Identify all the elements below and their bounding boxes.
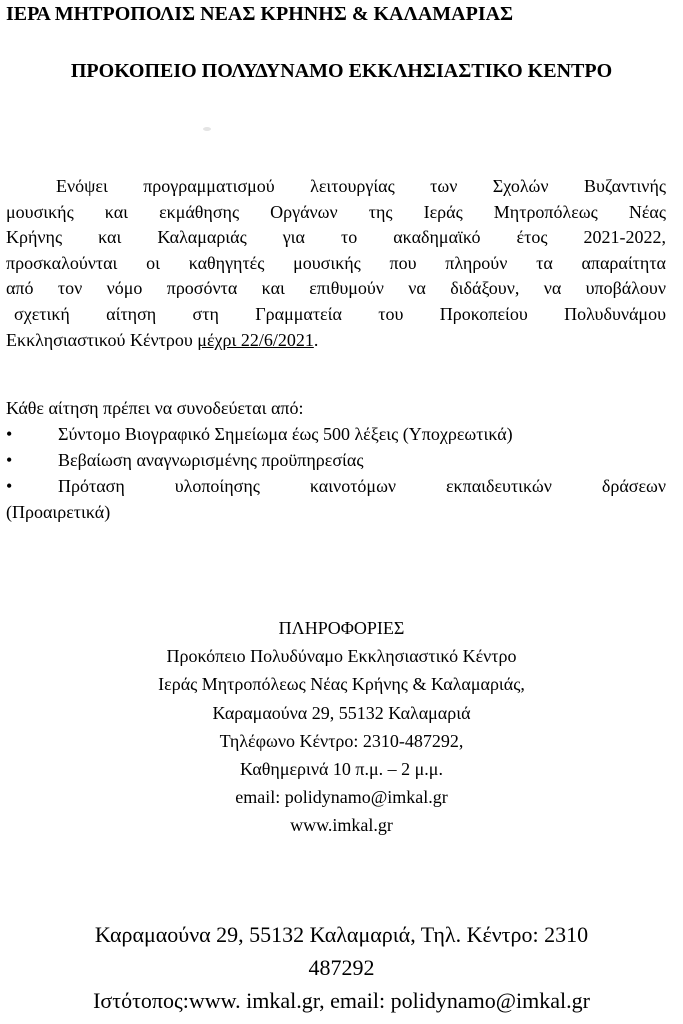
requirements-list xyxy=(6,421,666,525)
list-item-text: Βεβαίωση αναγνωρισμένης προϋπηρεσίας xyxy=(58,450,364,470)
list-item xyxy=(6,421,666,447)
intro-line: από τον νόμο προσόντα και επιθυμούν να διδάξουν, να υποβάλουν xyxy=(6,278,666,299)
requirements-heading: Κάθε αίτηση πρέπει να συνοδεύεται από: xyxy=(6,398,304,418)
intro-line-final xyxy=(6,328,666,354)
list-item xyxy=(6,447,666,473)
intro-paragraph xyxy=(6,174,666,353)
bullet-icon: • xyxy=(6,476,13,496)
intro-line: Κρήνης και Καλαμαριάς για το ακαδημαϊκό έτος 2021-2022, xyxy=(6,227,666,248)
footer-phone-continuation: 487292 xyxy=(308,955,375,980)
intro-line: προσκαλούνται οι καθηγητές μουσικής που πληρούν τα απαραίτητα xyxy=(6,252,666,273)
scan-artifact xyxy=(203,127,211,131)
intro-end-punct: . xyxy=(313,329,319,350)
list-item-continuation: (Προαιρετικά) xyxy=(6,502,111,522)
contact-title: ΠΛΗΡΟΦΟΡΙΕΣ xyxy=(278,618,405,638)
footer-address-line: Καραμαούνα 29, 55132 Καλαμαριά, Τηλ. Κέντρο: 2310 xyxy=(94,922,589,947)
contact-hours: Καθημερινά 10 π.μ. – 2 μ.μ. xyxy=(240,759,443,780)
contact-block xyxy=(0,614,683,840)
bullet-icon: • xyxy=(6,424,13,444)
intro-line: σχετική αίτηση στη Γραμματεία του Προκοπείου Πολυδυνάμου xyxy=(14,303,666,324)
contact-phone: Τηλέφωνο Κέντρο: 2310-487292, xyxy=(219,730,464,751)
contact-line: Ιεράς Μητροπόλεως Νέας Κρήνης & Καλαμαριάς, xyxy=(158,674,525,695)
footer xyxy=(0,918,683,1017)
footer-web-email: Ιστότοπος:www. imkal.gr, email: polidynamo@imkal.gr xyxy=(93,988,590,1013)
bullet-icon: • xyxy=(6,450,13,470)
list-item-text: Σύντομο Βιογραφικό Σημείωμα έως 500 λέξεις (Υποχρεωτικά) xyxy=(58,424,513,444)
intro-line: Ενόψει προγραμματισμού λειτουργίας των Σχολών Βυζαντινής xyxy=(56,176,666,196)
header-organization: ΙΕΡΑ ΜΗΤΡΟΠΟΛΙΣ ΝΕΑΣ ΚΡΗΝΗΣ & ΚΑΛΑΜΑΡΙΑΣ xyxy=(6,3,514,25)
intro-line-text: Εκκλησιαστικού Κέντρου xyxy=(6,329,193,350)
intro-line: μουσικής και εκμάθησης Οργάνων της Ιεράς Μητροπόλεως Νέας xyxy=(6,201,666,222)
contact-address: Καραμαούνα 29, 55132 Καλαμαριά xyxy=(212,702,471,723)
list-item-text: Πρόταση υλοποίησης καινοτόμων εκπαιδευτικών δράσεων xyxy=(58,476,666,496)
deadline-date: μέχρι 22/6/2021 xyxy=(197,329,314,350)
contact-line: Προκόπειο Πολυδύναμο Εκκλησιαστικό Κέντρο xyxy=(166,646,517,667)
header-center-name: ΠΡΟΚΟΠΕΙΟ ΠΟΛΥΔΥΝΑΜΟ ΕΚΚΛΗΣΙΑΣΤΙΚΟ ΚΕΝΤΡΟ xyxy=(70,60,613,82)
list-item xyxy=(6,473,666,525)
contact-website: www.imkal.gr xyxy=(290,815,393,836)
requirements-section xyxy=(6,395,666,525)
contact-email: email: polidynamo@imkal.gr xyxy=(235,787,448,808)
